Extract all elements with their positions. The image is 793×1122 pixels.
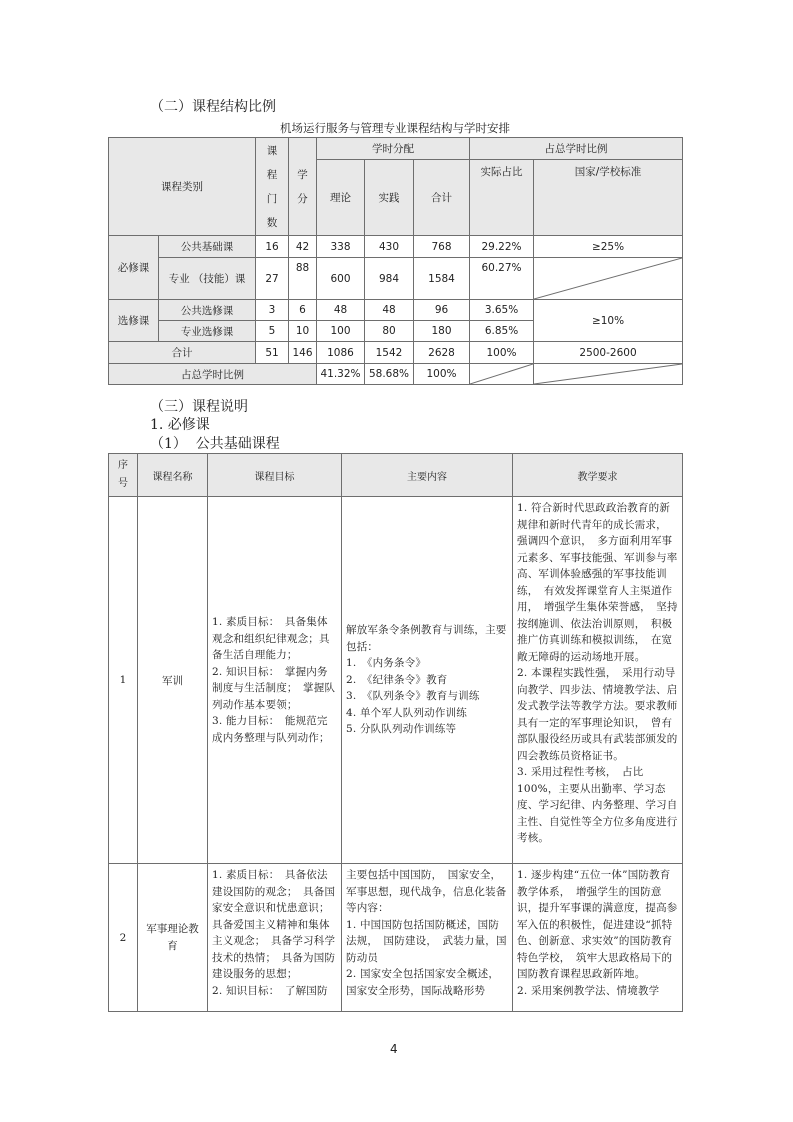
row-count: 5 xyxy=(256,321,289,342)
row-course-goal xyxy=(208,864,342,1012)
diagonal-line xyxy=(470,364,533,384)
row-main-content xyxy=(342,497,513,864)
course-structure-table xyxy=(108,137,683,385)
row-actual: 60.27% xyxy=(470,258,534,300)
row-count: 3 xyxy=(256,300,289,321)
row-practice: 80 xyxy=(365,321,414,342)
row-total: 180 xyxy=(414,321,470,342)
row-practice: 430 xyxy=(365,236,414,258)
ratio-actual-empty-diagonal xyxy=(470,364,534,385)
header-credits-char: 学 xyxy=(297,168,308,181)
row-credits: 88 xyxy=(289,258,317,300)
row-credits: 10 xyxy=(289,321,317,342)
total-row xyxy=(109,342,683,364)
header-course-count xyxy=(256,138,289,236)
table-row xyxy=(109,864,683,1012)
header-seq xyxy=(109,454,138,497)
header-practice: 实践 xyxy=(365,160,414,236)
header-course-goal: 课程目标 xyxy=(208,454,342,497)
row-total: 1584 xyxy=(414,258,470,300)
row-seq: 1 xyxy=(109,497,138,864)
row-name: 专业 （技能）课 xyxy=(159,258,256,300)
header-theory: 理论 xyxy=(317,160,365,236)
row-credits: 42 xyxy=(289,236,317,258)
ratio-theory: 41.32% xyxy=(317,364,365,385)
ratio-total: 100% xyxy=(414,364,470,385)
row-count: 16 xyxy=(256,236,289,258)
row-credits: 6 xyxy=(289,300,317,321)
header-course-count-char: 数 xyxy=(266,216,278,229)
total-total: 2628 xyxy=(414,342,470,364)
header-course-count-char: 程 xyxy=(266,168,278,181)
row-count: 27 xyxy=(256,258,289,300)
ratio-label: 占总学时比例 xyxy=(109,364,317,385)
row-course-name: 军训 xyxy=(138,497,208,864)
row-theory: 100 xyxy=(317,321,365,342)
header-category: 课程类别 xyxy=(109,138,256,236)
row-teaching-requirement xyxy=(513,864,683,1012)
total-count: 51 xyxy=(256,342,289,364)
ratio-standard-empty-diagonal xyxy=(534,364,683,385)
header-credits-char: 分 xyxy=(297,192,308,205)
total-practice: 1542 xyxy=(365,342,414,364)
header-seq-char: 序 xyxy=(118,460,128,471)
table-row xyxy=(109,300,683,321)
row-course-goal-text: 1. 素质目标： 具备集体观念和组织纪律观念；具备生活自理能力； 2. 知识目标： 掌握内务制度与生活制度； 掌握队列动作基本要领； 3. 能力目标： 能规范完成内务整理与队列动作； xyxy=(212,616,336,744)
header-teaching-requirement: 教学要求 xyxy=(513,454,683,497)
header-total: 合计 xyxy=(414,160,470,236)
row-main-content-text: 解放军条令条例教育与训练，主要包括： 1. 《内务条令》 2. 《纪律条令》教育 3. 《队列条令》教育与训练 4. 单个军人队列动作训练 5. 分队队列动作训练等 xyxy=(346,624,507,736)
table-row xyxy=(109,258,683,300)
row-seq: 2 xyxy=(109,864,138,1012)
row-teaching-requirement xyxy=(513,497,683,864)
row-actual: 3.65% xyxy=(470,300,534,321)
row-total: 96 xyxy=(414,300,470,321)
diagonal-line xyxy=(534,258,682,299)
total-theory: 1086 xyxy=(317,342,365,364)
section-heading-course-description: （三）课程说明 xyxy=(150,399,248,415)
subheading-required-courses: 1. 必修课 xyxy=(150,417,210,433)
header-main-content: 主要内容 xyxy=(342,454,513,497)
header-course-count-char: 门 xyxy=(266,192,278,205)
row-course-goal-text: 1. 素质目标： 具备依法建设国防的观念； 具备国家安全意识和忧患意识； 具备爱国主义精神和集体主义观念； 具备学习科学技术的热情； 具备为国防建设服务的思想； 2. 知识目标： 了解国防 xyxy=(212,869,336,997)
row-actual: 29.22% xyxy=(470,236,534,258)
header-course-name: 课程名称 xyxy=(138,454,208,497)
total-credits: 146 xyxy=(289,342,317,364)
ratio-row xyxy=(109,364,683,385)
row-name: 公共基础课 xyxy=(159,236,256,258)
total-actual: 100% xyxy=(470,342,534,364)
total-label: 合计 xyxy=(109,342,256,364)
subheading-public-basic-courses: （1） 公共基础课程 xyxy=(150,436,280,452)
course-description-table xyxy=(108,453,683,1012)
header-actual-ratio: 实际占比 xyxy=(470,160,534,236)
ratio-practice: 58.68% xyxy=(365,364,414,385)
row-course-name: 军事理论教育 xyxy=(138,864,208,1012)
row-teaching-requirement-text: 1. 符合新时代思政政治教育的新规律和新时代青年的成长需求， 强调四个意识， 多方面利用军事元素多、军事技能强、军训参与率高、军训体验感强的军事技能训练， 有效发挥课堂育人主渠道作用， 增强学生集体荣誉感， 坚持按纲施训、依法治训原则， 积极推广仿真训练和模拟训练， 在宽敞无障碍的运动场地开展。 2. 本课程实践性强， 采用行动导向教学、四步法、情境教学法、启发式教学法等教学方法。要求教师具有一定的军事理论知识， 曾有部队服役经历或具有武装部颁发的四会教练员资格证书。 3. 采用过程性考核， 占比100%，主要从出勤率、学习态度、学习纪律、内务整理、学习自主性、自觉性等全方位多角度进行考核。 xyxy=(517,502,678,844)
header-ratio-group: 占总学时比例 xyxy=(470,138,683,160)
row-practice: 984 xyxy=(365,258,414,300)
row-standard: ≥25% xyxy=(534,236,683,258)
total-standard: 2500-2600 xyxy=(534,342,683,364)
group-elective: 选修课 xyxy=(109,300,159,342)
row-main-content xyxy=(342,864,513,1012)
row-practice: 48 xyxy=(365,300,414,321)
table-row xyxy=(109,236,683,258)
row-name: 公共选修课 xyxy=(159,300,256,321)
header-seq-char: 号 xyxy=(118,478,128,489)
table-row xyxy=(109,497,683,864)
row-teaching-requirement-text: 1. 逐步构建“五位一体”国防教育教学体系， 增强学生的国防意识，提升军事课的满意度，提高参军入伍的积极性，促进建设“抓特色、创新意、求实效”的国防教育特色学校， 筑牢大思政格局下的国防教育课程思政新阵地。 2. 采用案例教学法、情境教学 xyxy=(517,869,678,997)
header-hours-allocation: 学时分配 xyxy=(317,138,470,160)
row-main-content-text: 主要包括中国国防， 国家安全，军事思想，现代战争，信息化装备等内容： 1. 中国国防包括国防概述，国防法规， 国防建设， 武装力量，国防动员 2. 国家安全包括国家安全概述，国家安全形势，国际战略形势 xyxy=(346,869,507,997)
header-course-count-char: 课 xyxy=(266,144,278,157)
header-standard: 国家/学校标准 xyxy=(534,160,683,236)
row-standard: ≥10% xyxy=(534,300,683,342)
row-standard-empty-diagonal xyxy=(534,258,683,300)
row-total: 768 xyxy=(414,236,470,258)
row-theory: 600 xyxy=(317,258,365,300)
row-name: 专业选修课 xyxy=(159,321,256,342)
table-caption: 机场运行服务与管理专业课程结构与学时安排 xyxy=(280,121,510,135)
section-heading-course-structure: （二）课程结构比例 xyxy=(150,99,276,115)
group-required: 必修课 xyxy=(109,236,159,300)
row-course-goal xyxy=(208,497,342,864)
diagonal-line xyxy=(534,364,682,384)
row-theory: 48 xyxy=(317,300,365,321)
page-number: 4 xyxy=(390,1042,398,1056)
row-actual: 6.85% xyxy=(470,321,534,342)
row-theory: 338 xyxy=(317,236,365,258)
header-credits xyxy=(289,138,317,236)
